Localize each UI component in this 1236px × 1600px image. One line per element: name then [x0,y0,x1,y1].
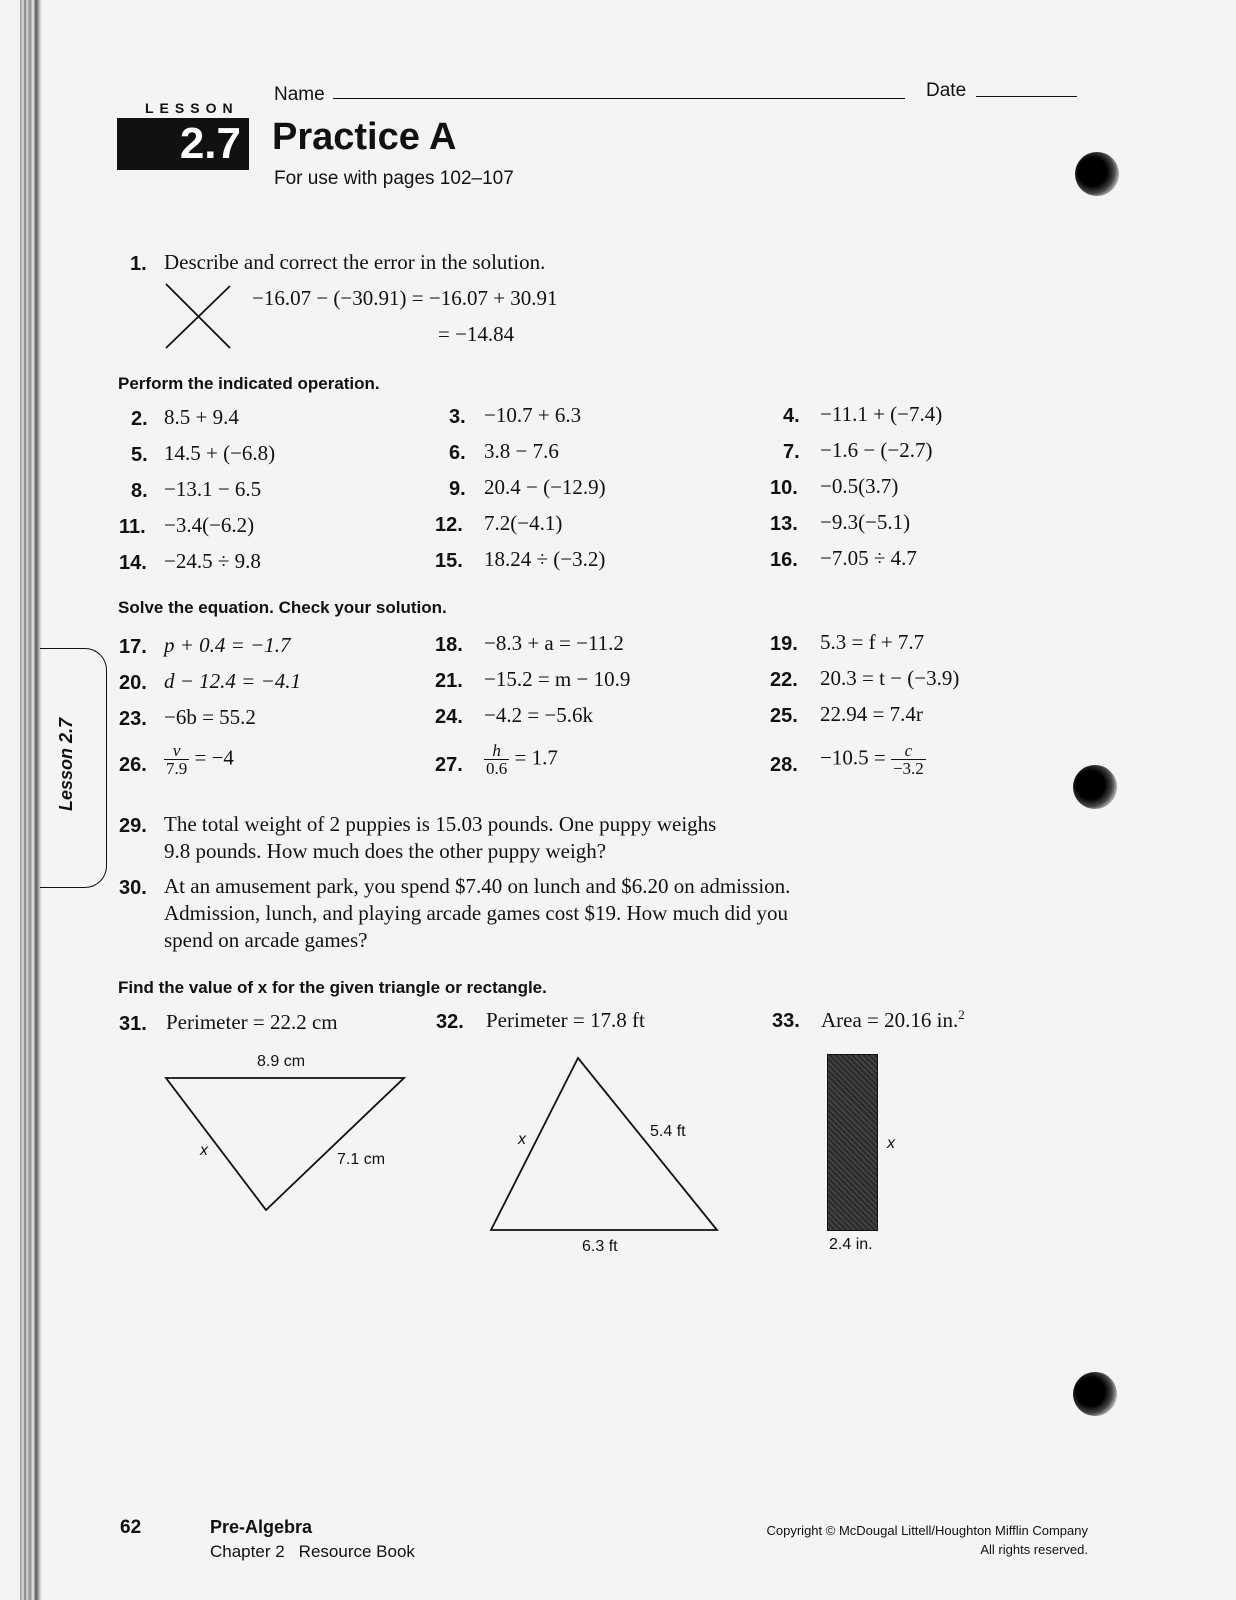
page-number: 62 [120,1517,142,1538]
name-label: Name [274,84,325,105]
problem-number: 11. [119,516,146,538]
problem-expression: −1.6 − (−2.7) [820,438,933,462]
q26-rhs: = −4 [194,745,234,770]
problem-expression: d − 12.4 = −4.1 [164,669,302,693]
problem-number: 9. [449,478,466,500]
lesson-number-badge: 2.7 [117,118,249,170]
problem-number: 19. [770,633,798,655]
q32-bottom-label: 6.3 ft [582,1238,618,1255]
problem-expression: −7.05 ÷ 4.7 [820,546,917,570]
problem-expression: 14.5 + (−6.8) [164,441,276,465]
problem-number: 30. [119,877,147,899]
q26-equation [164,742,234,777]
q1-number: 1. [130,253,147,275]
problem-number: 8. [131,480,148,502]
problem-number: 27. [435,754,463,776]
lesson-label: LESSON [145,100,239,116]
problem-number: 23. [119,708,147,730]
date-label: Date [926,80,967,101]
problem-number: 6. [449,442,466,464]
problem-expression: −11.1 + (−7.4) [820,402,943,426]
page-subtitle: For use with pages 102–107 [274,168,514,189]
q31-right-label: 7.1 cm [337,1151,386,1168]
q27-equation [484,742,558,777]
chapter-label: Chapter 2 [210,1542,285,1561]
q30-text-line1: At an amusement park, you spend $7.40 on lunch and $6.20 on admission. [164,874,791,898]
q1-text: Describe and correct the error in the solution. [164,250,546,274]
problem-number: 20. [119,672,147,694]
q31-perimeter: Perimeter = 22.2 cm [166,1010,338,1034]
problem-expression: 20.3 = t − (−3.9) [820,666,960,690]
problem-expression: −10.7 + 6.3 [484,403,582,427]
copyright-line2: All rights reserved. [980,1542,1088,1557]
error-x-icon [164,282,234,352]
problem-expression: −6b = 55.2 [164,705,256,729]
problem-number: 32. [436,1011,464,1033]
problem-number: 14. [119,552,147,574]
problem-number: 3. [449,406,466,428]
problem-expression: −4.2 = −5.6k [484,703,594,727]
name-field[interactable] [333,98,905,99]
punch-hole-bottom [1073,1372,1117,1416]
operations-instruction: Perform the indicated operation. [118,374,380,393]
problem-number: 28. [770,754,798,776]
problem-number: 21. [435,670,463,692]
problem-number: 16. [770,549,798,571]
q27-numerator: h [484,742,509,760]
problem-expression: 3.8 − 7.6 [484,439,559,463]
q32-perimeter: Perimeter = 17.8 ft [486,1008,645,1032]
q33-area [821,1007,965,1033]
problem-number: 7. [783,441,800,463]
problem-expression: −3.4(−6.2) [164,513,255,537]
page-title: Practice A [272,116,457,158]
q32-left-label: x [518,1131,526,1148]
problem-expression: 8.5 + 9.4 [164,405,239,429]
q33-area-superscript: 2 [958,1007,965,1022]
q32-right-label: 5.4 ft [650,1123,686,1140]
q31-triangle-figure [160,1072,410,1222]
problem-number: 10. [770,477,798,499]
q30-text-line3: spend on arcade games? [164,928,368,952]
punch-hole-middle [1073,765,1117,809]
q26-denominator: 7.9 [166,759,188,778]
q30-text-line2: Admission, lunch, and playing arcade games cost $19. How much did you [164,901,789,925]
problem-expression: −24.5 ÷ 9.8 [164,549,261,573]
q29-text-line1: The total weight of 2 puppies is 15.03 pounds. One puppy weighs [164,812,717,836]
problem-number: 12. [435,514,463,536]
q27-denominator: 0.6 [486,759,508,778]
q31-left-label: x [200,1142,208,1159]
problem-number: 26. [119,754,147,776]
q28-numerator: c [891,742,926,760]
problem-number: 13. [770,513,798,535]
copyright-line1: Copyright © McDougal Littell/Houghton Mifflin Company [766,1523,1088,1538]
problem-number: 25. [770,705,798,727]
q27-fraction [484,742,509,777]
q26-fraction [164,742,189,777]
punch-hole-top [1075,152,1119,196]
q28-denominator: −3.2 [892,759,924,778]
problem-expression: 5.3 = f + 7.7 [820,630,925,654]
chapter-line [210,1542,415,1562]
q27-rhs: = 1.7 [514,745,558,770]
problem-expression: −8.3 + a = −11.2 [484,631,624,655]
problem-expression: −15.2 = m − 10.9 [484,667,631,691]
problem-number: 29. [119,815,147,837]
book-title: Pre-Algebra [210,1517,313,1537]
resource-label: Resource Book [298,1542,415,1561]
q28-equation [820,742,926,777]
problem-expression: 22.94 = 7.4r [820,702,923,726]
problem-expression: 7.2(−4.1) [484,511,563,535]
problem-number: 33. [772,1010,800,1032]
side-tab-label: Lesson 2.7 [56,717,77,812]
problem-number: 17. [119,636,147,658]
problem-number: 15. [435,550,463,572]
problem-number: 5. [131,444,148,466]
problem-number: 22. [770,669,798,691]
problem-expression: 18.24 ÷ (−3.2) [484,547,606,571]
problem-expression: −13.1 − 6.5 [164,477,262,501]
problem-expression: −0.5(3.7) [820,474,899,498]
q33-area-text: Area = 20.16 in. [821,1008,959,1032]
problem-number: 24. [435,706,463,728]
q33-rectangle [827,1054,878,1231]
q1-solution-line1: −16.07 − (−30.91) = −16.07 + 30.91 [252,286,558,310]
equations-instruction: Solve the equation. Check your solution. [118,598,447,617]
problem-number: 31. [119,1013,147,1035]
q33-bottom-label: 2.4 in. [829,1236,873,1253]
geometry-instruction: Find the value of x for the given triangle or rectangle. [118,978,547,997]
q28-fraction [891,742,926,777]
q28-lhs: −10.5 = [820,745,886,770]
date-field[interactable] [976,96,1077,97]
problem-number: 4. [783,405,800,427]
q33-side-label: x [887,1135,895,1152]
problem-number: 18. [435,634,463,656]
problem-expression: −9.3(−5.1) [820,510,911,534]
q26-numerator: v [164,742,189,760]
q1-solution-line2: = −14.84 [438,322,515,346]
problem-expression: p + 0.4 = −1.7 [164,633,291,657]
problem-expression: 20.4 − (−12.9) [484,475,606,499]
q31-top-label: 8.9 cm [257,1053,306,1070]
problem-number: 2. [131,408,148,430]
q29-text-line2: 9.8 pounds. How much does the other puppy weigh? [164,839,607,863]
